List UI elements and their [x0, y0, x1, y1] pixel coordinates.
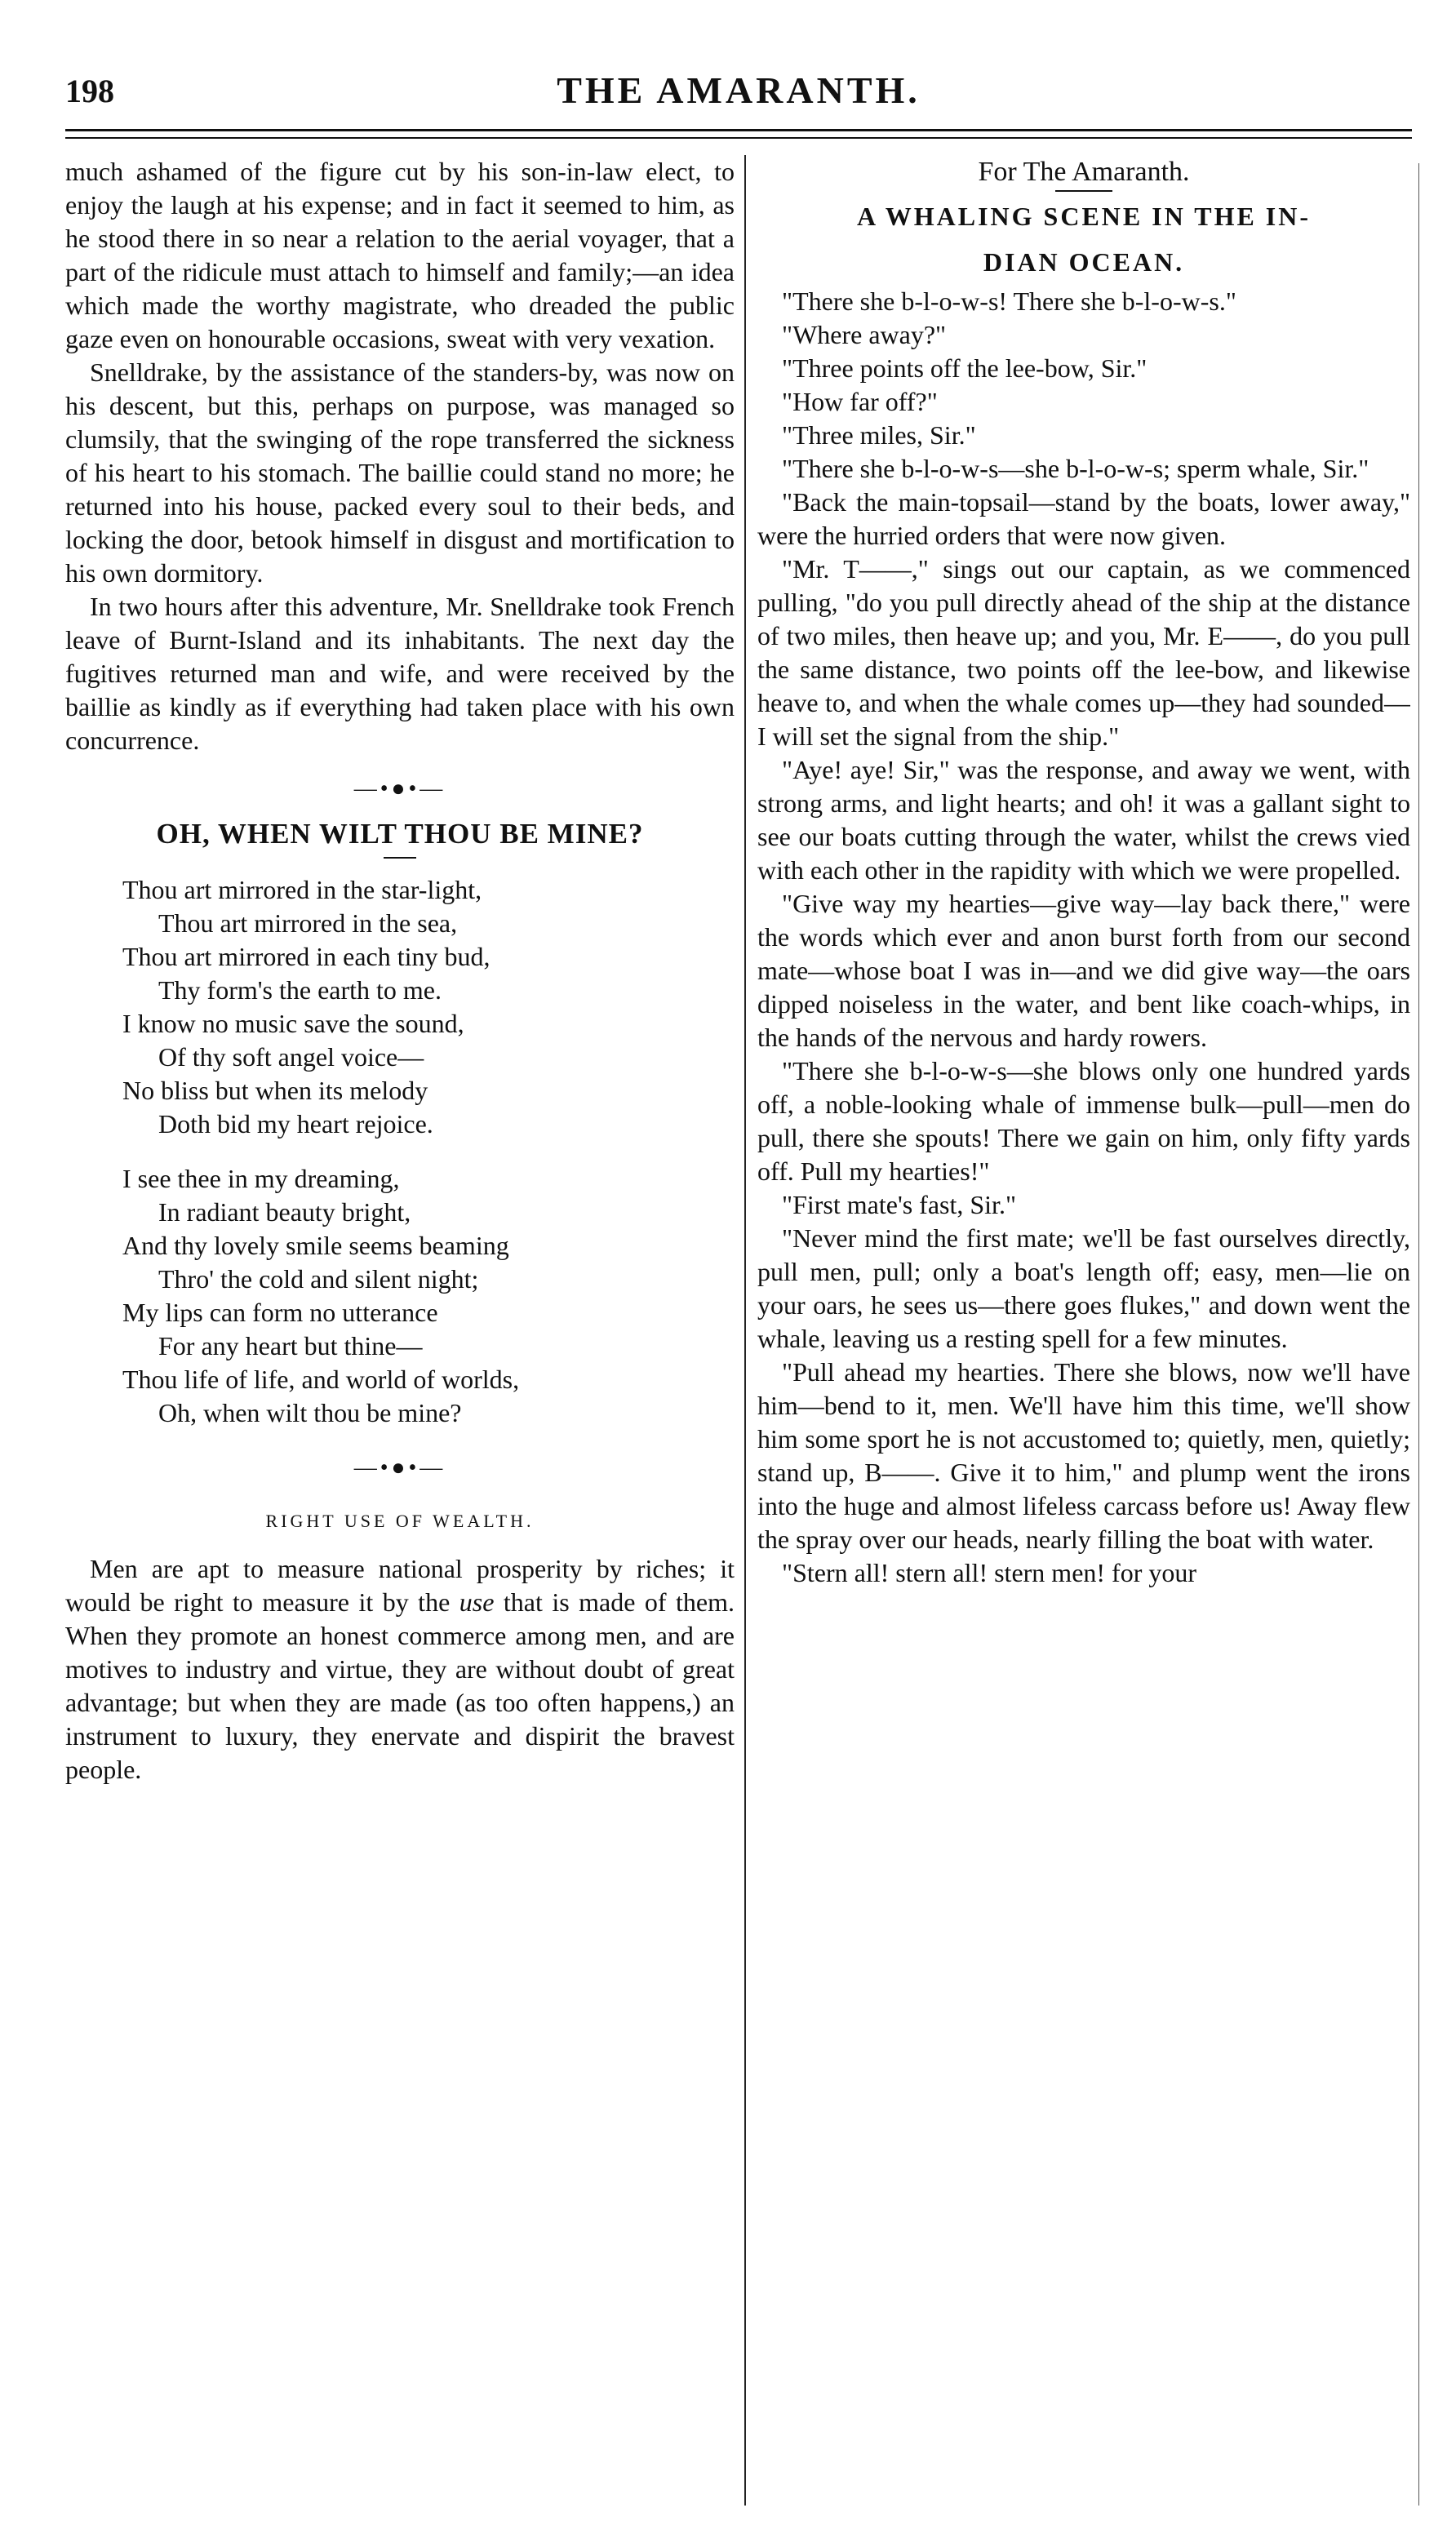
story-paragraph: "Give way my hearties—give way—lay back there," were the words which ever and anon burst forth from our second mate—whose boat I was in—and we did give way—the oars dipped noiseless in the water, and bent like coach-whips, in the hands of the nervous and hardy rowers.	[757, 889, 1410, 1052]
story-paragraph: "First mate's fast, Sir."	[782, 1190, 1016, 1219]
poem-stanza-2	[122, 1162, 735, 1430]
column-divider	[744, 155, 746, 2506]
essay-text-b: that is made of them. When they promote an honest commerce among men, and are motives to industry and virtue, they are without doubt of great advantage; but when they are made (as too often happens,) an instrument to luxury, they enervate and dispirit the bravest people.	[65, 1587, 735, 1784]
poem-line: Thou art mirrored in each tiny bud,	[122, 942, 491, 971]
poem-line: Thro' the cold and silent night;	[158, 1264, 479, 1294]
poem-line: Doth bid my heart rejoice.	[158, 1109, 433, 1138]
poem-line: In radiant beauty bright,	[158, 1197, 411, 1227]
paragraph-two-hours-after: In two hours after this adventure, Mr. Snelldrake took French leave of Burnt-Island and its inhabitants. The next day the fugitives returned man and wife, and were received by the baillie as kindly as if everything had taken place with his own concurrence.	[65, 592, 735, 755]
poem-line: For any heart but thine—	[158, 1331, 423, 1360]
story-paragraph: "Aye! aye! Sir," was the response, and away we went, with strong arms, and light hearts; and oh! it was a gallant sight to see our boats cutting through the water, whilst the crews vied with each other in the rapidity with which we were propelled.	[757, 755, 1410, 885]
ornament-divider: —•●•—	[353, 776, 446, 801]
header-rule-top	[65, 129, 1412, 131]
running-title: THE AMARANTH.	[557, 69, 921, 111]
left-column	[65, 155, 735, 2506]
story-paragraph: "There she b-l-o-w-s—she blows only one hundred yards off, a noble-looking whale of immense bulk—pull—men do pull, there she spouts! There we gain on him, only fifty yards off. Pull my hearties!"	[757, 1056, 1410, 1186]
dialogue-line: "There she b-l-o-w-s! There she b-l-o-w-s."	[782, 286, 1236, 316]
dialogue-line: "Three miles, Sir."	[782, 420, 976, 450]
poem-line: Oh, when wilt thou be mine?	[158, 1398, 462, 1427]
poem-line: Of thy soft angel voice—	[158, 1042, 424, 1072]
dialogue-line: "Where away?"	[782, 320, 947, 349]
dialogue-line: "There she b-l-o-w-s—she b-l-o-w-s; sperm whale, Sir."	[782, 454, 1369, 483]
story-paragraph: "Pull ahead my hearties. There she blows, now we'll have him—bend to it, men. We'll have him this time, we'll show him some sport he is not accustomed to; quietly, men, quietly; stand up, B——. Give it to him," and plump went the irons into the huge and almost lifeless carcass before us! Away flew the spray over our heads, nearly filling the boat with water.	[757, 1357, 1410, 1554]
dialogue-line: "Three points off the lee-bow, Sir."	[782, 353, 1147, 383]
poem-title-rule	[384, 857, 416, 859]
poem-stanza-1	[122, 873, 735, 1141]
paragraph-snelldrake-descent: Snelldrake, by the assistance of the standers-by, was now on his descent, but this, perhaps on purpose, was managed so clumsily, that the swinging of the rope transferred the sickness of his heart to his stomach. The baillie could stand no more; he returned into his house, packed every soul to their beds, and locking the door, betook himself in disgust and mortification to his own dormitory.	[65, 357, 735, 588]
ornament-divider-2: —•●•—	[353, 1455, 446, 1480]
right-column	[757, 155, 1410, 2506]
header-rule-bottom	[65, 137, 1412, 139]
essay-emphasis: use	[459, 1587, 495, 1617]
story-paragraph: "Back the main-topsail—stand by the boats, lower away," were the hurried orders that were now given.	[757, 487, 1410, 550]
story-title-line-1: A WHALING SCENE IN THE IN-	[856, 202, 1312, 231]
story-paragraph: "Mr. T——," sings out our captain, as we commenced pulling, "do you pull directly ahead of the ship at the distance of two miles, then heave up; and you, Mr. E——, do you pull the same distance, two points off the lee-bow, and likewise heave to, and when the whale comes up—they had sounded—I will set the signal from the ship."	[757, 554, 1410, 751]
poem-title: OH, WHEN WILT THOU BE MINE?	[156, 818, 644, 850]
dialogue-line: "How far off?"	[782, 387, 938, 416]
story-paragraph: "Never mind the first mate; we'll be fast ourselves directly, pull men, pull; only a boat's length off; easy, men—lie on your oars, he sees us—there goes flukes," and down went the whale, leaving us a resting spell for a few minutes.	[757, 1223, 1410, 1353]
poem-line: I see thee in my dreaming,	[122, 1164, 400, 1193]
for-the-amaranth-line: For The Amaranth.	[978, 157, 1190, 187]
essay-heading: RIGHT USE OF WEALTH.	[265, 1511, 535, 1531]
poem-line: I know no music save the sound,	[122, 1009, 464, 1038]
story-title-rule	[1055, 190, 1112, 192]
continuation-paragraph: much ashamed of the figure cut by his son-in-law elect, to enjoy the laugh at his expense; and in fact it seemed to him, as he stood there in so near a relation to the aerial voyager, that a part of the ridicule must attach to himself and family;—an idea which made the worthy magistrate, who dreaded the public gaze even on honourable occasions, sweat with very vexation.	[65, 157, 735, 353]
poem-line: Thou art mirrored in the sea,	[158, 908, 458, 938]
poem-line: Thou life of life, and world of worlds,	[122, 1365, 520, 1394]
right-page-edge	[1418, 163, 1419, 2506]
poem-line: Thou art mirrored in the star-light,	[122, 875, 482, 904]
essay-paragraph	[65, 1552, 735, 1787]
poem-line: And thy lovely smile seems beaming	[122, 1231, 509, 1260]
page-header	[65, 69, 1412, 121]
story-paragraph: "Stern all! stern all! stern men! for your	[782, 1558, 1197, 1587]
poem-line: Thy form's the earth to me.	[158, 975, 442, 1005]
essay-text-a: Men are apt to measure national prosperity by riches; it would be right to measure it by the	[65, 1554, 735, 1617]
poem-line: My lips can form no utterance	[122, 1298, 438, 1327]
poem-line: No bliss but when its melody	[122, 1076, 428, 1105]
story-title-line-2: DIAN OCEAN.	[983, 247, 1185, 277]
page-number: 198	[65, 73, 114, 109]
